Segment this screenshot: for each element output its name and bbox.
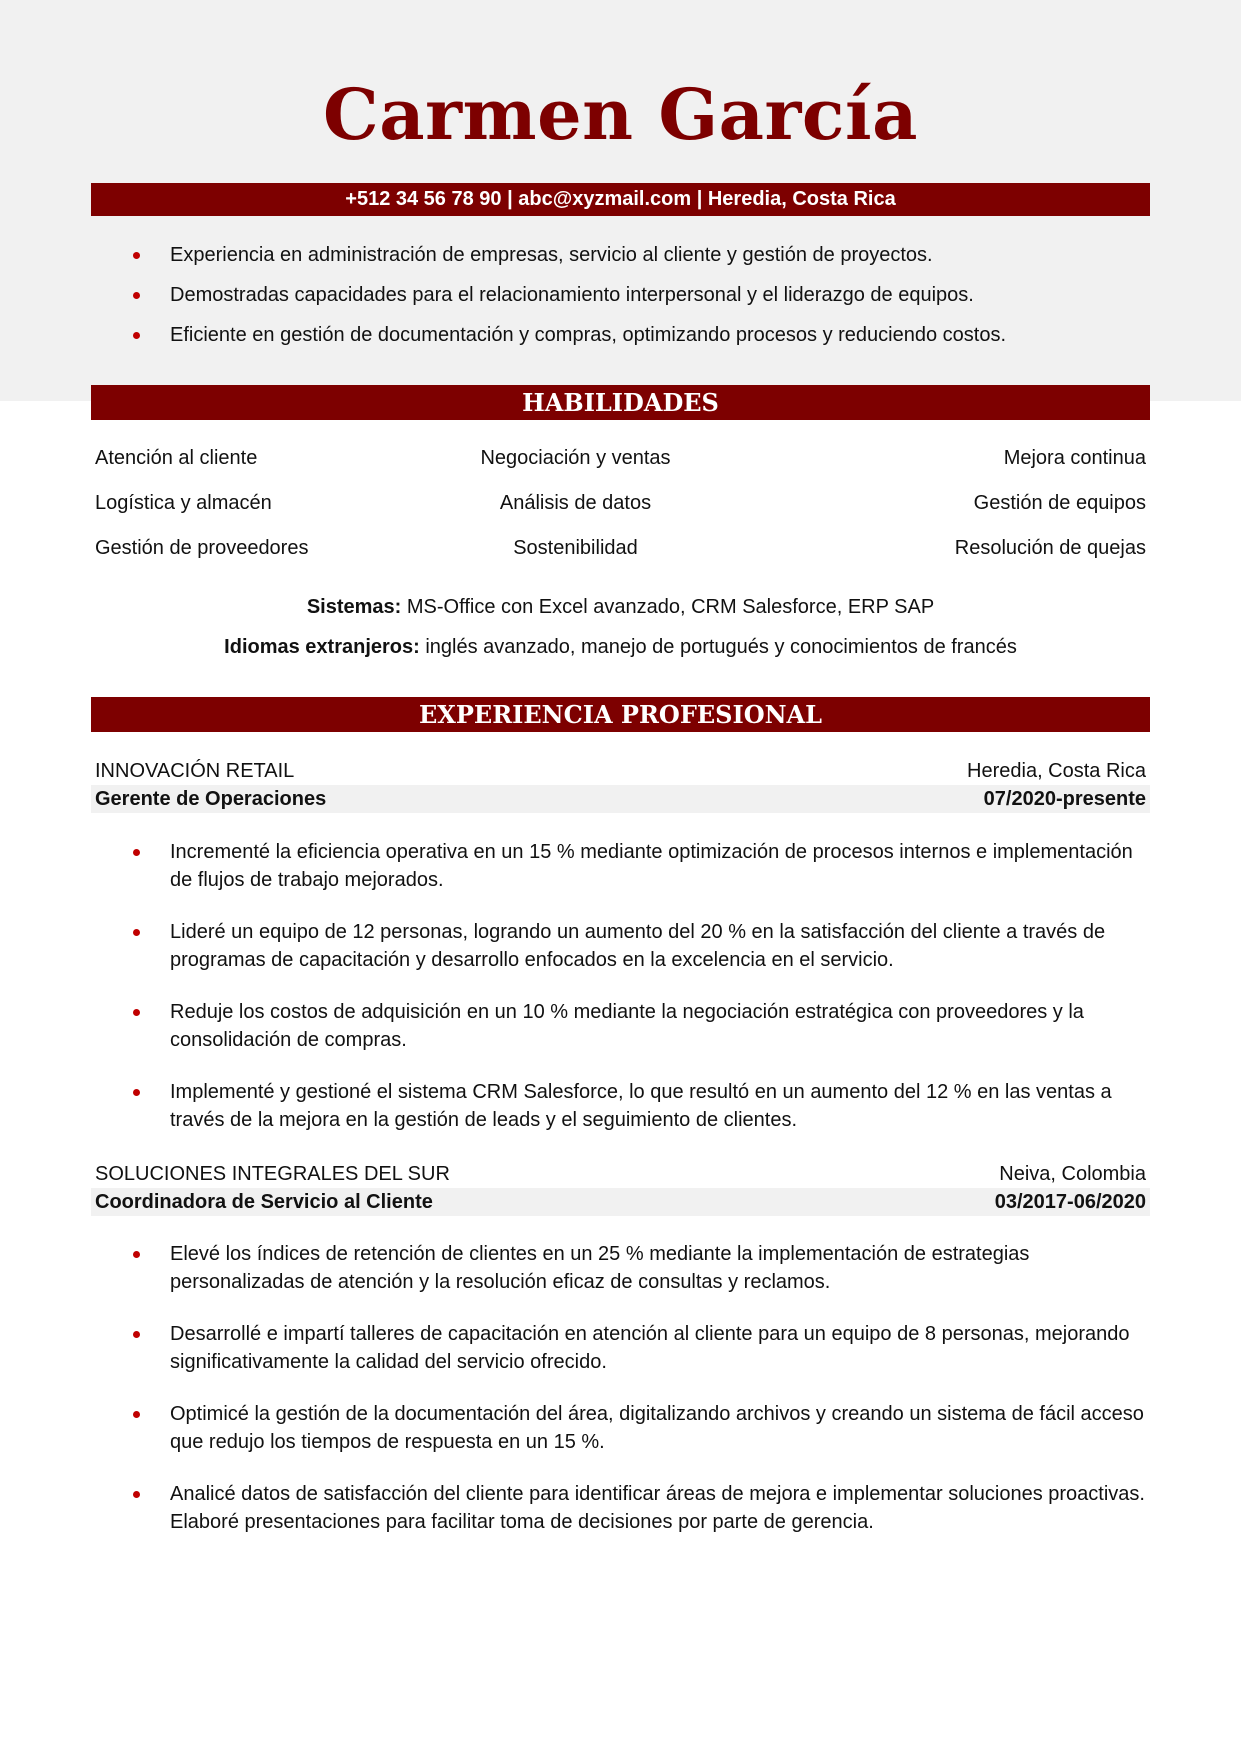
skill-item: Gestión de proveedores [95,537,309,559]
job-header [91,1160,1150,1216]
job-bullet: Lideré un equipo de 12 personas, logrando un aumento del 20 % en la satisfacción del cliente a través de programas de capacitación y desarrollo enfocados en la excelencia en el servicio. [91,918,1150,974]
languages-label: Idiomas extranjeros: [224,636,420,658]
job-location: Neiva, Colombia [999,1163,1146,1185]
skill-item: Sostenibilidad [513,537,638,559]
summary-item: Experiencia en administración de empresas, servicio al cliente y gestión de proyectos. [91,241,1150,269]
systems-label: Sistemas: [306,596,402,618]
job-bullet: Analicé datos de satisfacción del cliente para identificar áreas de mejora e implementar soluciones proactivas. Elaboré presentaciones para facilitar toma de decisiones por parte de gerencia. [91,1480,1150,1536]
skill-item: Negociación y ventas [480,447,671,469]
skill-item: Mejora continua [1003,447,1146,469]
languages-line [91,633,1150,661]
skills-grid [95,444,1146,562]
job-bullet: Reduje los costos de adquisición en un 10 % mediante la negociación estratégica con proveedores y la consolidación de compras. [91,998,1150,1054]
job-bullet: Implementé y gestioné el sistema CRM Salesforce, lo que resultó en un aumento del 12 % en las ventas a través de la mejora en la gestión de leads y el seguimiento de clientes. [91,1078,1150,1134]
job-dates: 03/2017-06/2020 [994,1191,1146,1213]
job-bullet: Desarrollé e impartí talleres de capacitación en atención al cliente para un equipo de 8 personas, mejorando significativamente la calidad del servicio ofrecido. [91,1320,1150,1376]
section-title-experience: EXPERIENCIA PROFESIONAL [91,697,1150,732]
summary-list [91,241,1150,361]
job-bullet: Optimicé la gestión de la documentación del área, digitalizando archivos y creando un sistema de fácil acceso que redujo los tiempos de respuesta en un 15 %. [91,1400,1150,1456]
summary-item: Eficiente en gestión de documentación y compras, optimizando procesos y reduciendo costos. [91,321,1150,349]
skill-item: Análisis de datos [499,492,652,514]
job-location: Heredia, Costa Rica [967,760,1146,782]
skill-item: Resolución de quejas [954,537,1146,559]
contact-bar: +512 34 56 78 90 | abc@xyzmail.com | Heredia, Costa Rica [91,183,1150,216]
skill-item: Atención al cliente [95,447,258,469]
languages-value: inglés avanzado, manejo de portugués y conocimientos de francés [419,636,1017,658]
job-company: INNOVACIÓN RETAIL [95,760,295,782]
systems-line [91,593,1150,621]
job-bullet-list [91,838,1150,1158]
systems-value: MS-Office con Excel avanzado, CRM Salesforce, ERP SAP [401,596,935,618]
job-role: Gerente de Operaciones [95,788,327,810]
summary-item: Demostradas capacidades para el relacionamiento interpersonal y el liderazgo de equipos. [91,281,1150,309]
job-bullet-list [91,1240,1150,1560]
job-bullet: Elevé los índices de retención de clientes en un 25 % mediante la implementación de estrategias personalizadas de atención y la resolución eficaz de consultas y reclamos. [91,1240,1150,1296]
section-title-skills: HABILIDADES [91,385,1150,420]
skill-item: Gestión de equipos [973,492,1146,514]
job-bullet: Incrementé la eficiencia operativa en un 15 % mediante optimización de procesos internos e implementación de flujos de trabajo mejorados. [91,838,1150,894]
candidate-name: Carmen García [323,73,918,156]
job-role: Coordinadora de Servicio al Cliente [95,1191,433,1213]
skill-item: Logística y almacén [95,492,272,514]
job-dates: 07/2020-presente [983,788,1146,810]
job-header [91,757,1150,813]
job-company: SOLUCIONES INTEGRALES DEL SUR [95,1163,450,1185]
